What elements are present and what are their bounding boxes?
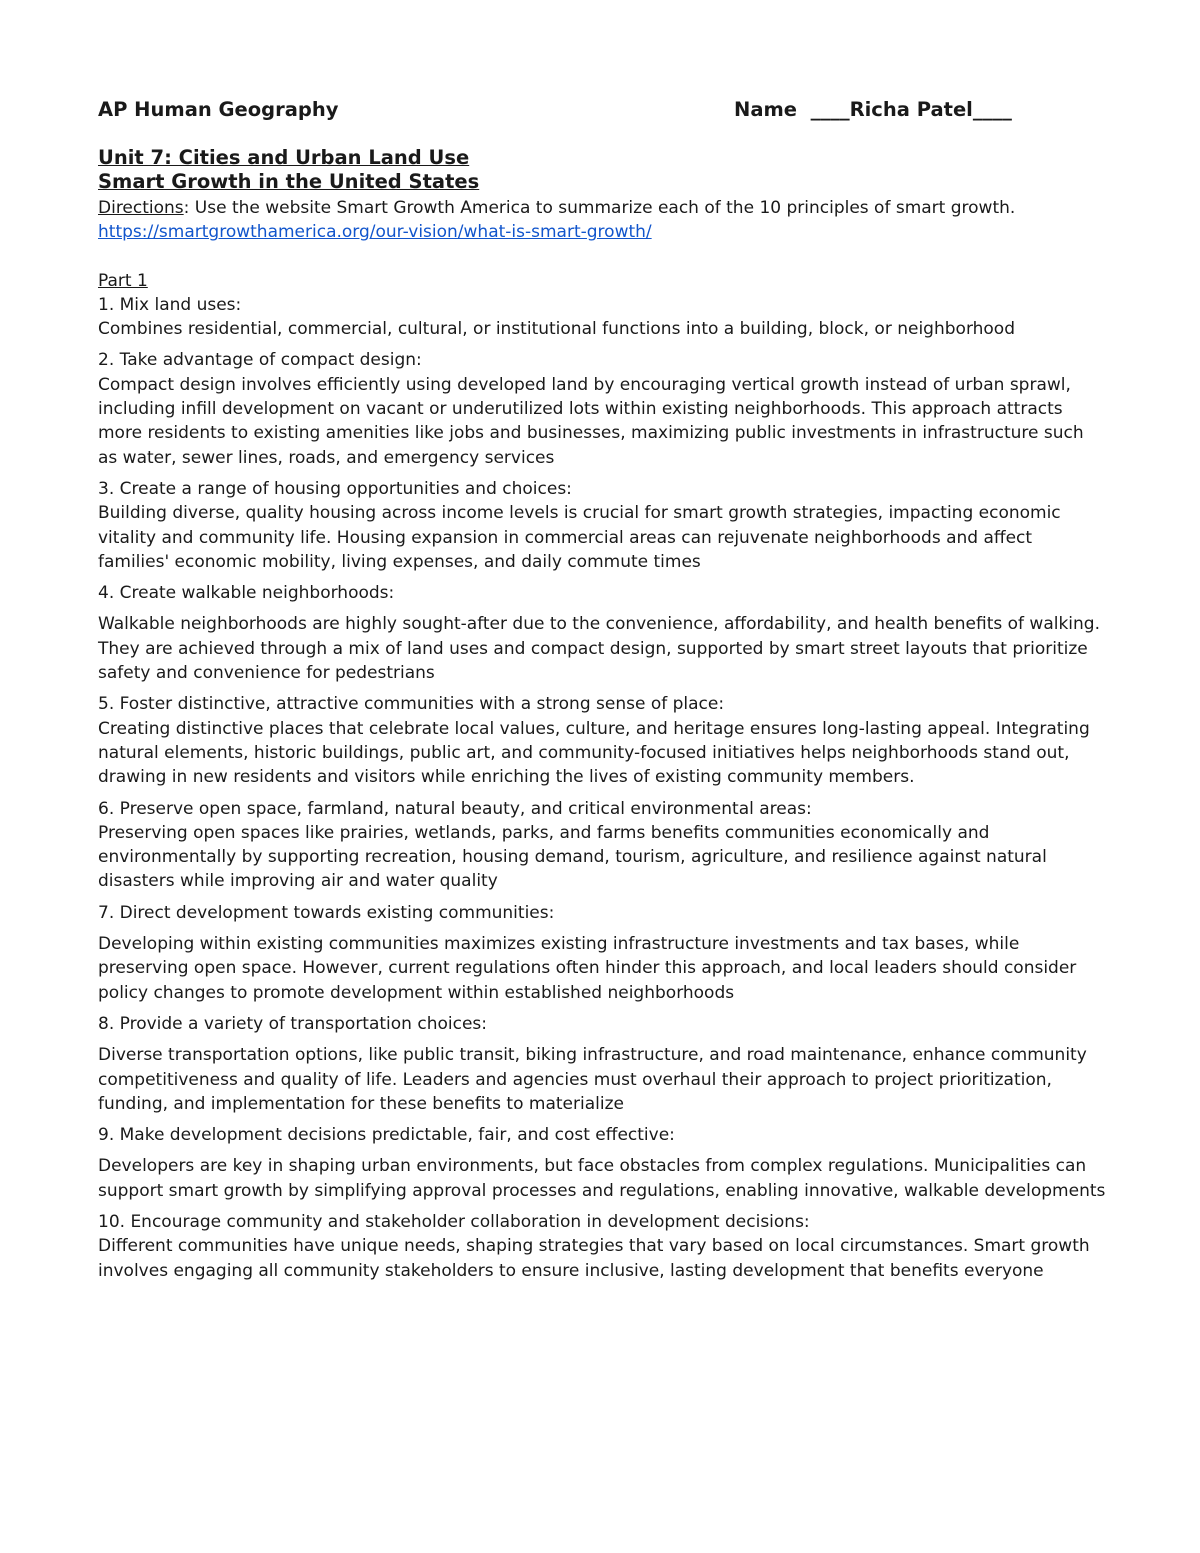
principle-heading: 9. Make development decisions predictable, fair, and cost effective: xyxy=(98,1125,675,1146)
principle-item xyxy=(98,692,1108,789)
principle-heading: 8. Provide a variety of transportation choices: xyxy=(98,1013,487,1034)
titles xyxy=(98,146,1108,194)
principle-summary: Building diverse, quality housing across income levels is crucial for smart growth strategies, impacting economic vitality and community life. Housing expansion in commercial areas can rejuvenate neighborhoods and affect families' economic mobility, living expenses, and daily commute times xyxy=(98,503,1061,572)
assignment-subtitle: Smart Growth in the United States xyxy=(98,170,480,193)
name-block xyxy=(734,98,1012,122)
directions-label: Directions xyxy=(98,198,184,218)
principle-item xyxy=(98,293,1108,342)
name-label: Name xyxy=(734,98,798,121)
principle-item xyxy=(98,901,1108,1005)
principle-summary: Combines residential, commercial, cultural, or institutional functions into a building, block, or neighborhood xyxy=(98,319,1015,340)
principle-summary: Preserving open spaces like prairies, wetlands, parks, and farms benefits communities economically and environmentally by supporting recreation, housing demand, tourism, agriculture, and resilience against natural disasters while improving air and water quality xyxy=(98,822,1047,892)
smart-growth-link[interactable]: https://smartgrowthamerica.org/our-vision/what-is-smart-growth/ xyxy=(98,222,652,243)
principle-summary: Different communities have unique needs, shaping strategies that vary based on local circumstances. Smart growth involves engaging all community stakeholders to ensure inclusive, lasting development that benefits everyone xyxy=(98,1236,1090,1281)
principle-item xyxy=(98,1012,1108,1116)
principle-summary: Creating distinctive places that celebrate local values, culture, and heritage ensures long-lasting appeal. Integrating natural elements, historic buildings, public art, and community-focused initiatives helps neighborhoods stand out, drawing in new residents and visitors while enriching the lives of existing community members. xyxy=(98,718,1090,788)
unit-title: Unit 7: Cities and Urban Land Use xyxy=(98,146,470,169)
principle-heading: 2. Take advantage of compact design: xyxy=(98,350,422,371)
document-page xyxy=(98,98,1108,1283)
principle-heading: 1. Mix land uses: xyxy=(98,294,242,315)
principle-heading: 6. Preserve open space, farmland, natural beauty, and critical environmental areas: xyxy=(98,798,812,819)
header-row xyxy=(98,98,1108,126)
principle-heading: 3. Create a range of housing opportunities and choices: xyxy=(98,478,572,499)
principle-summary: Developers are key in shaping urban environments, but face obstacles from complex regulations. Municipalities can support smart growth by simplifying approval processes and regulations, enabling innovative, walkable developments xyxy=(98,1156,1106,1201)
principle-summary: Walkable neighborhoods are highly sought-after due to the convenience, affordability, and health benefits of walking. They are achieved through a mix of land uses and compact design, supported by smart street layouts that prioritize safety and convenience for pedestrians xyxy=(98,614,1101,684)
principle-heading: 7. Direct development towards existing communities: xyxy=(98,902,555,923)
principle-item xyxy=(98,797,1108,894)
course-title: AP Human Geography xyxy=(98,98,339,121)
principle-heading: 5. Foster distinctive, attractive communities with a strong sense of place: xyxy=(98,694,725,715)
principle-item xyxy=(98,1210,1108,1283)
principle-heading: 4. Create walkable neighborhoods: xyxy=(98,583,395,604)
principle-summary: Compact design involves efficiently using developed land by encouraging vertical growth instead of urban sprawl, including infill development on vacant or underutilized lots within existing neighborhoods. This approach attracts more residents to existing amenities like jobs and businesses, maximizing public investments in infrastructure such as water, sewer lines, roads, and emergency services xyxy=(98,374,1084,468)
directions-text: : Use the website Smart Growth America to summarize each of the 10 principles of smart growth. xyxy=(183,198,1016,218)
part-label: Part 1 xyxy=(98,270,148,291)
principle-item xyxy=(98,348,1108,469)
principle-summary: Developing within existing communities maximizes existing infrastructure investments and tax bases, while preserving open space. However, current regulations often hinder this approach, and local leaders should consider policy changes to promote development within established neighborhoods xyxy=(98,934,1077,1003)
student-name: ____Richa Patel____ xyxy=(810,98,1012,121)
principle-item xyxy=(98,581,1108,685)
principle-summary: Diverse transportation options, like public transit, biking infrastructure, and road maintenance, enhance community competitiveness and quality of life. Leaders and agencies must overhaul their approach to project prioritization, funding, and implementation for these benefits to materialize xyxy=(98,1045,1087,1114)
principle-item xyxy=(98,1123,1108,1203)
principle-heading: 10. Encourage community and stakeholder collaboration in development decisions: xyxy=(98,1211,810,1232)
directions xyxy=(98,196,1108,220)
principle-item xyxy=(98,477,1108,574)
